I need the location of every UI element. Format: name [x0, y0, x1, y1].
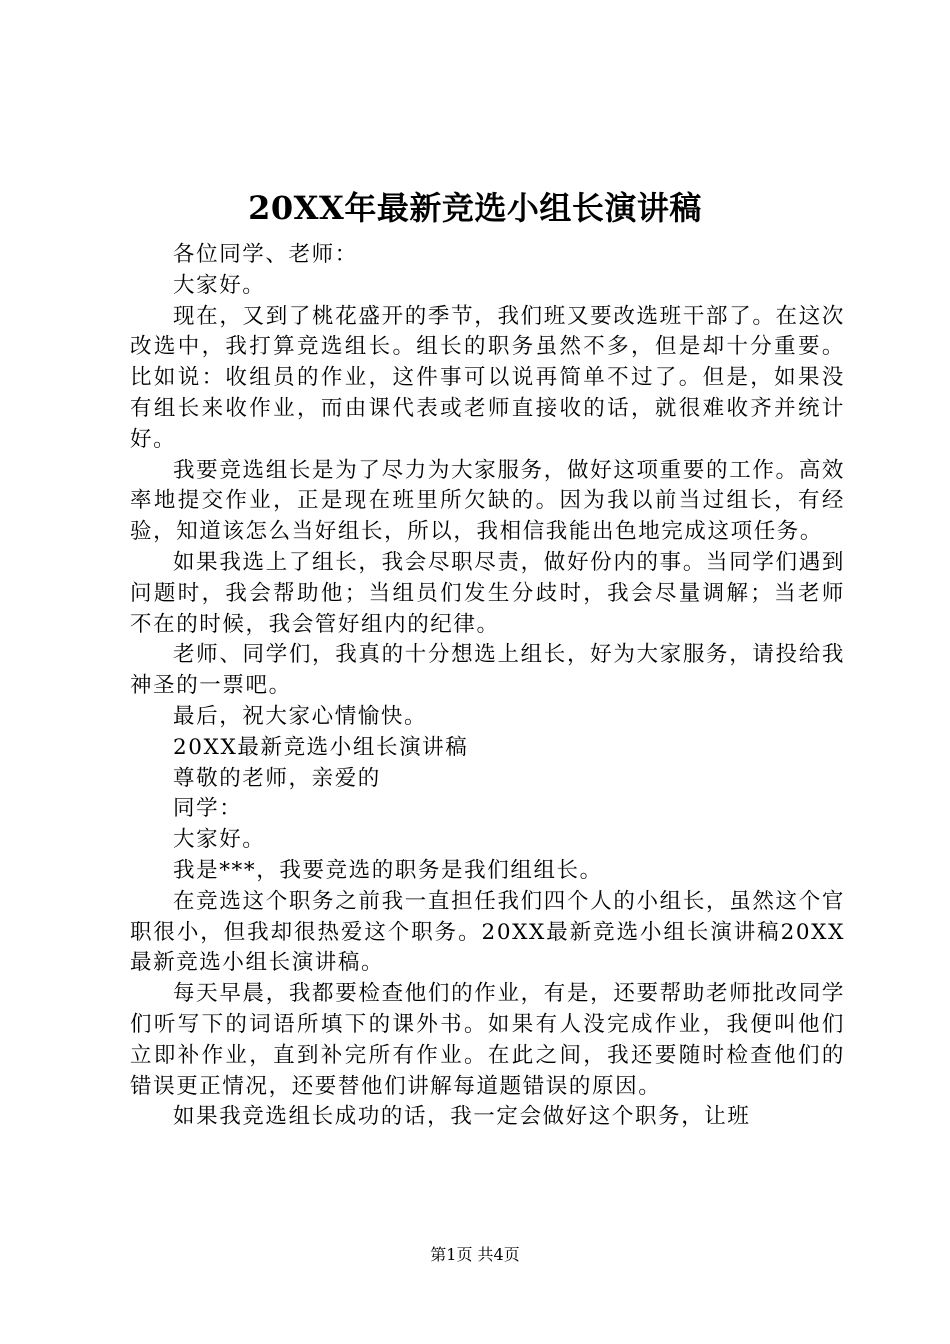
paragraph-hello: 大家好。: [173, 827, 266, 853]
paragraph: 如果我竞选组长成功的话，我一定会做好这个职务，让班: [173, 1104, 751, 1130]
paragraph: 现在，又到了桃花盛开的季节，我们班又要改选班干部了。在这次改选中，我打算竞选组长。组长的职务虽然不多，但是却十分重要。比如说：收组员的作业，这件事可以说再简单不过了。但是，如果没有组长来收作业，而由课代表或老师直接收的话，就很难收齐并统计好。: [130, 303, 845, 452]
paragraph-greeting: 各位同学、老师：: [173, 242, 358, 267]
paragraph: 我要竞选组长是为了尽力为大家服务，做好这项重要的工作。高效率地提交作业，正是现在班里所欠缺的。因为我以前当过组长，有经验，知道该怎么当好组长，所以，我相信我能出色地完成这项任务。: [130, 457, 845, 545]
paragraph-salutation-cont: 同学：: [173, 796, 243, 822]
paragraph: 如果我选上了组长，我会尽职尽责，做好份内的事。当同学们遇到问题时，我会帮助他；当组员们发生分歧时，我会尽量调解；当老师不在的时候，我会管好组内的纪律。: [130, 549, 845, 637]
paragraph-salutation: 尊敬的老师，亲爱的: [173, 765, 381, 791]
document-body: [130, 240, 845, 1133]
paragraph-closing: 最后，祝大家心情愉快。: [173, 703, 428, 729]
section-heading: 20XX最新竞选小组长演讲稿: [173, 734, 469, 760]
page-number: 第1页 共4页: [430, 1245, 520, 1264]
paragraph: 在竞选这个职务之前我一直担任我们四个人的小组长，虽然这个官职很小，但我却很热爱这个职务。20XX最新竞选小组长演讲稿20XX最新竞选小组长演讲稿。: [130, 888, 845, 976]
document-title: 20XX年最新竞选小组长演讲稿: [248, 189, 702, 227]
paragraph-hello: 大家好。: [173, 272, 266, 298]
paragraph: 我是***，我要竞选的职务是我们组组长。: [173, 857, 603, 883]
paragraph: 每天早晨，我都要检查他们的作业，有是，还要帮助老师批改同学们听写下的词语所填下的课外书。如果有人没完成作业，我便叫他们立即补作业，直到补完所有作业。在此之间，我还要随时检查他们的错误更正情况，还要替他们讲解每道题错误的原因。: [130, 981, 845, 1099]
paragraph: 老师、同学们，我真的十分想选上组长，好为大家服务，请投给我神圣的一票吧。: [130, 642, 845, 699]
